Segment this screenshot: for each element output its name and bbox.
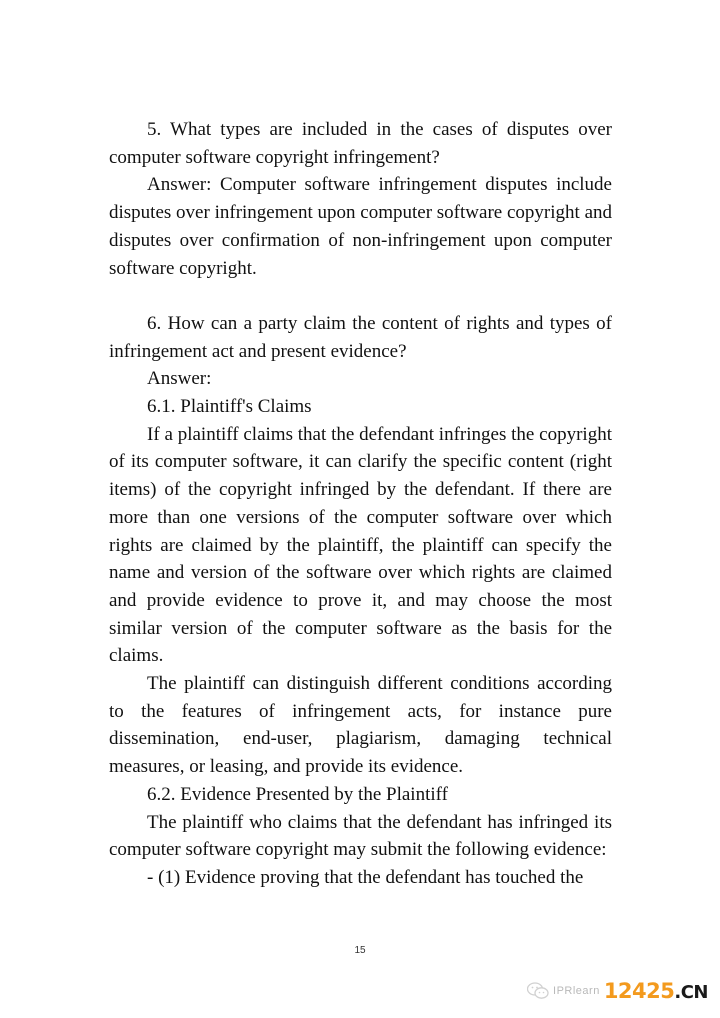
paragraph-infringement-conditions: The plaintiff can distinguish different conditions according to the features of infringement acts, for instance pure dissemination, end-user, plagiarism, damaging technical measures, or leasing, and provide its evidence. — [109, 673, 612, 778]
paragraph-spacer — [109, 282, 612, 310]
list-item-evidence-1: - (1) Evidence proving that the defendant has touched the — [147, 866, 584, 888]
paragraph-plaintiff-claims: If a plaintiff claims that the defendant infringes the copyright of its computer software, it can clarify the specific content (right items) of the copyright infringed by the defendant. If there are more than one versions of the computer software over which rights are claimed by the plaintiff, the plaintiff can specify the name and version of the software over which rights are claimed and provide evidence to prove it, and may choose the most similar version of the computer software as the basis for the claims. — [109, 423, 612, 667]
answer-5: Answer: Computer software infringement disputes include disputes over infringement upon computer software copyright and disputes over confirmation of non-infringement upon computer software copyright. — [109, 174, 612, 279]
paragraph-plaintiff-evidence: The plaintiff who claims that the defendant has infringed its computer software copyright may submit the following evidence: — [109, 811, 612, 861]
answer-6-label: Answer: — [147, 368, 212, 390]
wechat-icon — [527, 982, 549, 1000]
page-number: 15 — [354, 945, 366, 956]
question-6: 6. How can a party claim the content of rights and types of infringement act and present evidence? — [109, 312, 612, 362]
section-heading-6-2: 6.2. Evidence Presented by the Plaintiff — [147, 783, 448, 805]
logo-domain: .CN — [674, 982, 708, 1003]
question-5: 5. What types are included in the cases of disputes over computer software copyright infringement? — [109, 119, 612, 168]
logo-number: 12425 — [603, 979, 675, 1003]
watermark-label: IPRlearn — [553, 985, 600, 997]
page-body — [109, 116, 612, 892]
site-logo — [604, 979, 708, 1003]
watermark — [527, 978, 708, 1004]
section-heading-6-1: 6.1. Plaintiff's Claims — [147, 396, 312, 418]
